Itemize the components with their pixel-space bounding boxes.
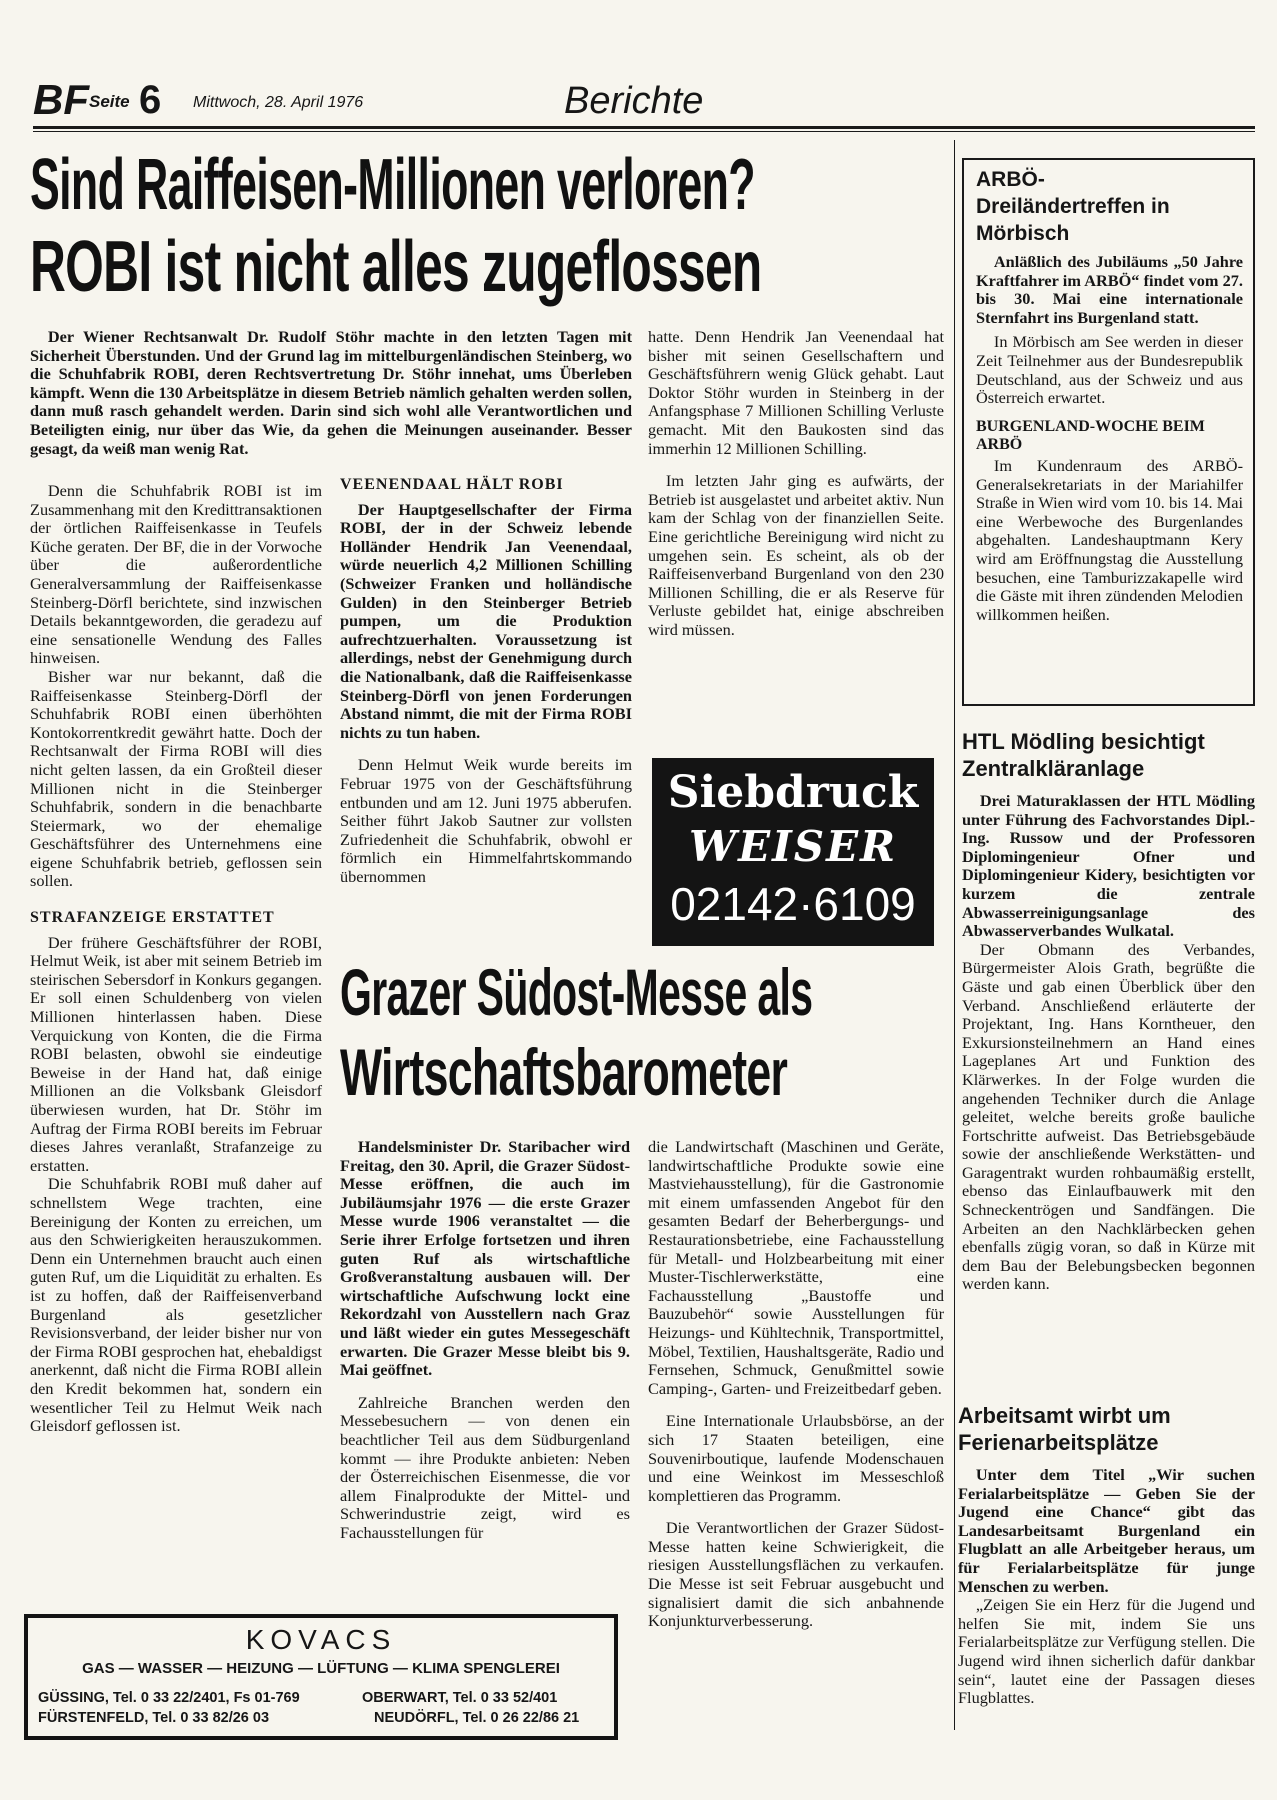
main-story-column-3 xyxy=(648,328,944,640)
paragraph: Drei Maturaklassen der HTL Mödling unter Führung des Fachvorstandes Dipl.-Ing. Russow und der Professoren Diplomingenieur Ofner und Diplomingenieur Kidery, besichtigten vor kurzem die zentrale Abwasserreinigungsanlage des Abwasserverbandes Wulkatal. xyxy=(962,791,1255,941)
subheading-strafanzeige: STRAFANZEIGE ERSTATTET xyxy=(30,909,275,927)
kovacs-address-neudoerfl: NEUDÖRFL, Tel. 0 26 22/86 21 xyxy=(374,1710,580,1726)
paragraph: Handelsminister Dr. Staribacher wird Freitag, den 30. April, die Grazer Südost-Messe eröffnen, die auch im Jubiläumsjahr 1976 — die erste Grazer Messe wurde 1906 veranstaltet — die Serie ihrer Erfolge fortsetzen und ihren guten Ruf als wirtschaftliche Großveranstaltung ausbauen will. Der wirtschaftliche Aufschwung lockt eine Rekordzahl von Ausstellern nach Graz und läßt wieder ein gutes Messegeschäft erwarten. Die Grazer Messe bleibt bis 9. Mai geöffnet. xyxy=(340,1137,630,1380)
arbo-box xyxy=(962,158,1255,706)
kovacs-services: GAS — WASSER — HEIZUNG — LÜFTUNG — KLIMA SPENGLEREI xyxy=(82,1660,560,1677)
paragraph: Denn Helmut Weik wurde bereits im Februar 1975 von der Geschäftsführung entbunden und am 12. Juni 1975 abberufen. Seither führt Jakob Sautner zur vollsten Zufriedenheit die Schuhfabrik, obwohl er förmlich ein Himmelfahrtskommando übernommen xyxy=(340,755,632,886)
masthead-rule xyxy=(33,126,1255,129)
siebdruck-weiser-ad xyxy=(652,758,934,946)
main-story-lead xyxy=(30,328,632,458)
ad-phone: 02142·6109 xyxy=(670,878,916,930)
paragraph: In Mörbisch am See werden in dieser Zeit Teilnehmer aus der Bundesrepublik Deutschland, aus der Schweiz und aus Österreich erwartet. xyxy=(976,332,1243,408)
paragraph: Der Obmann des Verbandes, Bürgermeister Alois Grath, begrüßte die Gäste und gab einen Überblick über den Verband. Anschließend erläuterte der Projektant, Ing. Hans Korntheuer, den Exkursionsteilnehmern an Hand eines Lageplanes Art und Funktion des Klärwerkes. In der Folge wurden die angehenden Techniker durch die Anlage geleitet, welche bereits große bauliche Fortschritte aufweist. Das Betriebsgebäude sowie der anschließende Werkstätten- und Garagentrakt wurden rohbaumäßig erstellt, ebenso das Einlaufbauwerk mit den Schneckentrögen und Sandfängen. Die Arbeiten an den Nachklärbecken gehen ebenfalls zügig voran, so daß in Kürze mit dem Bau der Belebungsbecken begonnen werden kann. xyxy=(962,939,1255,1294)
subheading-veenendaal: VEENENDAAL HÄLT ROBI xyxy=(340,476,564,493)
paragraph: Der frühere Geschäftsführer der ROBI, Helmut Weik, ist aber mit seinem Betrieb im steirischen Sebersdorf in Konkurs gegangen. Er soll einen Schuldenberg von vielen Millionen hinterlassen haben. Diese Verquickung von Konten, die die Firma ROBI belasten, obwohl sie eindeutige Beweise in der Hand hat, daß einige Millionen an die Volksbank Gleisdorf überwiesen wurden, hat Dr. Stöhr im Auftrag der Firma ROBI bereits im Februar dieses Jahres veranlaßt, Strafanzeige zu erstatten. xyxy=(30,932,322,1175)
paragraph: Denn die Schuhfabrik ROBI ist im Zusammenhang mit den Kredittransaktionen der örtlichen Raiffeisenkasse in Teufels Küche geraten. Der BF, die in der Vorwoche über die außerordentliche Generalversammlung der Raiffeisenkasse Steinberg-Dörfl berichtete, sind inzwischen Details bekanntgeworden, die geradezu auf eine sensationelle Wendung des Falles hinweisen. xyxy=(30,481,322,668)
ad-line-weiser: WEISER xyxy=(688,822,898,871)
masthead-date: Mittwoch, 28. April 1976 xyxy=(193,94,364,111)
paragraph: Der Hauptgesellschafter der Firma ROBI, der in der Schweiz lebende Holländer Hendrik Jan Veenendaal, würde neuerlich 4,2 Millionen Schilling (Schweizer Franken und holländische Gulden) in den Steinberger Betrieb pumpen, um die Produktion aufrechtzuerhalten. Voraussetzung ist allerdings, nebst der Genehmigung durch die Nationalbank, daß die Raiffeisenkasse Steinberg-Dörfl von jenen Forderungen Abstand nimmt, die mit der Firma ROBI nichts zu tun haben. xyxy=(340,499,632,742)
arbo-headline: ARBÖ-Dreiländertreffen in Mörbisch xyxy=(976,168,1170,245)
masthead-rule-thin xyxy=(33,131,1255,132)
main-headline-line-1: Sind Raiffeisen-Millionen verloren? xyxy=(30,145,755,225)
paragraph: die Landwirtschaft (Maschinen und Geräte, landwirtschaftliche Produkte sowie eine Mastviehausstellung), für die Gastronomie mit einem umfassenden Angebot für den gesamten Bedarf der Beherbergungs- und Restaurationsbetriebe, eine Fachausstellung für Metall- und Holzbearbeitung mit einer Muster-Tischlerwerkstätte, eine Fachausstellung „Baustoffe und Bauzubehör“ sowie Ausstellungen für Heizungs- und Kühltechnik, Transportmittel, Möbel, Textilien, Haushaltsgeräte, Radio und Fernsehen, Schmuck, Genußmittel sowie Camping-, Garten- und Freizeitbedarf geben. xyxy=(648,1137,944,1398)
paragraph: Zahlreiche Branchen werden den Messebesuchern — von denen ein beachtlicher Teil aus dem Südburgenland kommt — ihre Produkte anbieten: Neben der Österreichischen Eisenmesse, die vor allem Finalprodukte der Mittel- und Schwerindustrie zeigt, wird es Fachausstellungen für xyxy=(340,1392,630,1542)
paragraph: Bisher war nur bekannt, daß die Raiffeisenkasse Steinberg-Dörfl der Schuhfabrik ROBI einen überhöhten Kontokorrentkredit gewährt hatte. Doch der Rechtsanwalt der Firma ROBI will dies nicht gelten lassen, da ein Großteil dieser Millionen nicht in die Steinberger Schuhfabrik, sondern in die benachbarte Steiermark, wo der ehemalige Geschäftsführer des Unternehmens eine eigene Schuhfabrik betrieb, geflossen sein sollen. xyxy=(30,666,322,891)
lead-paragraph: Der Wiener Rechtsanwalt Dr. Rudolf Stöhr machte in den letzten Tagen mit Sicherheit Überstunden. Und der Grund lag im mittelburgenländischen Steinberg, wo die Schuhfabrik ROBI, deren Rechtsvertretung Dr. Stöhr innehat, ums Überleben kämpft. Wenn die 130 Arbeitsplätze in diesem Betrieb nämlich gehalten werden sollen, dann muß rasch gehandelt werden. Darin sind sich wohl alle Verantwortlichen und Beteiligten einig, nur über das Wie, da gehen die Meinungen auseinander. Besser gesagt, da weiß man wenig Rat. xyxy=(30,327,632,458)
paragraph: hatte. Denn Hendrik Jan Veenendaal hat bisher mit seinen Gesellschaftern und Geschäftsführern wenig Glück gehabt. Laut Doktor Stöhr wurden in Steinberg in der Anfangsphase 7 Millionen Schilling Verluste gemacht. Mit den Baukosten sind das immerhin 12 Millionen Schilling. xyxy=(648,327,944,458)
kovacs-address-guessing: GÜSSING, Tel. 0 33 22/2401, Fs 01-769 xyxy=(38,1690,300,1706)
main-headline-line-2: ROBI ist nicht alles zugeflossen xyxy=(30,227,762,307)
masthead-logo: BF xyxy=(33,76,89,123)
messe-column-2 xyxy=(648,1138,944,1631)
kovacs-address-fuerstenfeld: FÜRSTENFELD, Tel. 0 33 82/26 03 xyxy=(38,1710,270,1726)
paragraph: Eine Internationale Urlaubsbörse, an der sich 17 Staaten beteiligen, eine Souvenirboutique, laufende Modenschauen und eine Weinkost im Messeschloß komplettieren das Programm. xyxy=(648,1411,944,1505)
kovacs-address-oberwart: OBERWART, Tel. 0 33 52/401 xyxy=(362,1690,558,1706)
masthead-seite: Seite xyxy=(89,92,130,111)
htl-headline: HTL Mödling besichtigt Zentralkläranlage xyxy=(962,729,1205,781)
masthead xyxy=(33,78,1255,128)
kovacs-ad xyxy=(24,1614,618,1740)
paragraph: „Zeigen Sie ein Herz für die Jugend und helfen Sie mit, indem Sie uns Ferialarbeitsplätze zur Verfügung stellen. Die Jugend wird ihnen sicherlich dafür dankbar sein“, lautet eine der Passagen dieses Flugblattes. xyxy=(958,1595,1255,1708)
kovacs-name: KOVACS xyxy=(245,1624,397,1655)
paragraph: Im Kundenraum des ARBÖ-Generalsekretariats in der Mariahilfer Straße in Wien wird vom 10. bis 14. Mai eine Werbewoche des Burgenlandes abgehalten. Landeshauptmann Kery wird am Eröffnungstag die Ausstellung besuchen, eine Tamburizzakapelle wird die Gäste mit ihren zündenden Melodien willkommen heißen. xyxy=(976,455,1243,624)
arbeitsamt-headline: Arbeitsamt wirbt um Ferienarbeitsplätze xyxy=(958,1403,1171,1455)
messe-headline-line-1: Grazer Südost-Messe als xyxy=(340,955,813,1029)
main-story-column-1 xyxy=(30,482,322,1436)
masthead-section: Berichte xyxy=(564,80,704,122)
paragraph: Die Schuhfabrik ROBI muß daher auf schnellstem Wege trachten, eine Bereinigung der Konten zu erreichen, um aus den Schwierigkeiten herauszukommen. Denn ein Unternehmen braucht auch einen guten Ruf, um die Liquidität zu erhalten. Es ist zu hoffen, daß der Raiffeisenverband Burgenland als gesetzlicher Revisionsverband, der leider bisher nur von der Firma ROBI gesprochen hat, ehebaldigst anerkennt, daß nicht die Firma ROBI allein den Kredit bekommen hat, sondern ein wesentlicher Teil zu Helmut Weik nach Gleisdorf geflossen ist. xyxy=(30,1174,322,1436)
main-story-column-2 xyxy=(340,468,632,886)
htl-story xyxy=(962,728,1255,1294)
subheading-burgenland-woche: BURGENLAND-WOCHE BEIM ARBÖ xyxy=(976,417,1205,454)
paragraph: Unter dem Titel „Wir suchen Ferialarbeitsplätze — Geben Sie der Jugend eine Chance“ gibt das Landesarbeitsamt Burgenland ein Flugblatt an alle Arbeitgeber heraus, um für Ferialarbeitsplätze für junge Menschen zu werben. xyxy=(958,1465,1255,1596)
messe-headline-line-2: Wirtschaftsbarometer xyxy=(340,1035,788,1109)
sidebar-divider xyxy=(954,140,955,1730)
masthead-page-number: 6 xyxy=(139,78,162,122)
paragraph: Die Verantwortlichen der Grazer Südost-Messe hatten keine Schwierigkeit, die riesigen Ausstellungsflächen zu verkaufen. Die Messe ist seit Februar ausgebucht und signalisiert damit die sich anbahnende Konjunkturverbesserung. xyxy=(648,1518,944,1631)
arbeitsamt-story xyxy=(958,1402,1255,1708)
messe-column-1 xyxy=(340,1138,630,1542)
paragraph: Im letzten Jahr ging es aufwärts, der Betrieb ist ausgelastet und arbeitet aktiv. Nun kam der Schlag von der finanziellen Seite. Eine gerichtliche Bereinigung wird nicht zu umgehen sein. Es scheint, als ob der Raiffeisenverband Burgenland von den 230 Millionen Schilling, die er als Reserve für Verluste gebildet hat, einige abschreiben wird müssen. xyxy=(648,471,944,639)
paragraph: Anläßlich des Jubiläums „50 Jahre Kraftfahrer im ARBÖ“ findet vom 27. bis 30. Mai eine internationale Sternfahrt ins Burgenland statt. xyxy=(976,252,1243,327)
ad-line-siebdruck: Siebdruck xyxy=(667,767,919,818)
